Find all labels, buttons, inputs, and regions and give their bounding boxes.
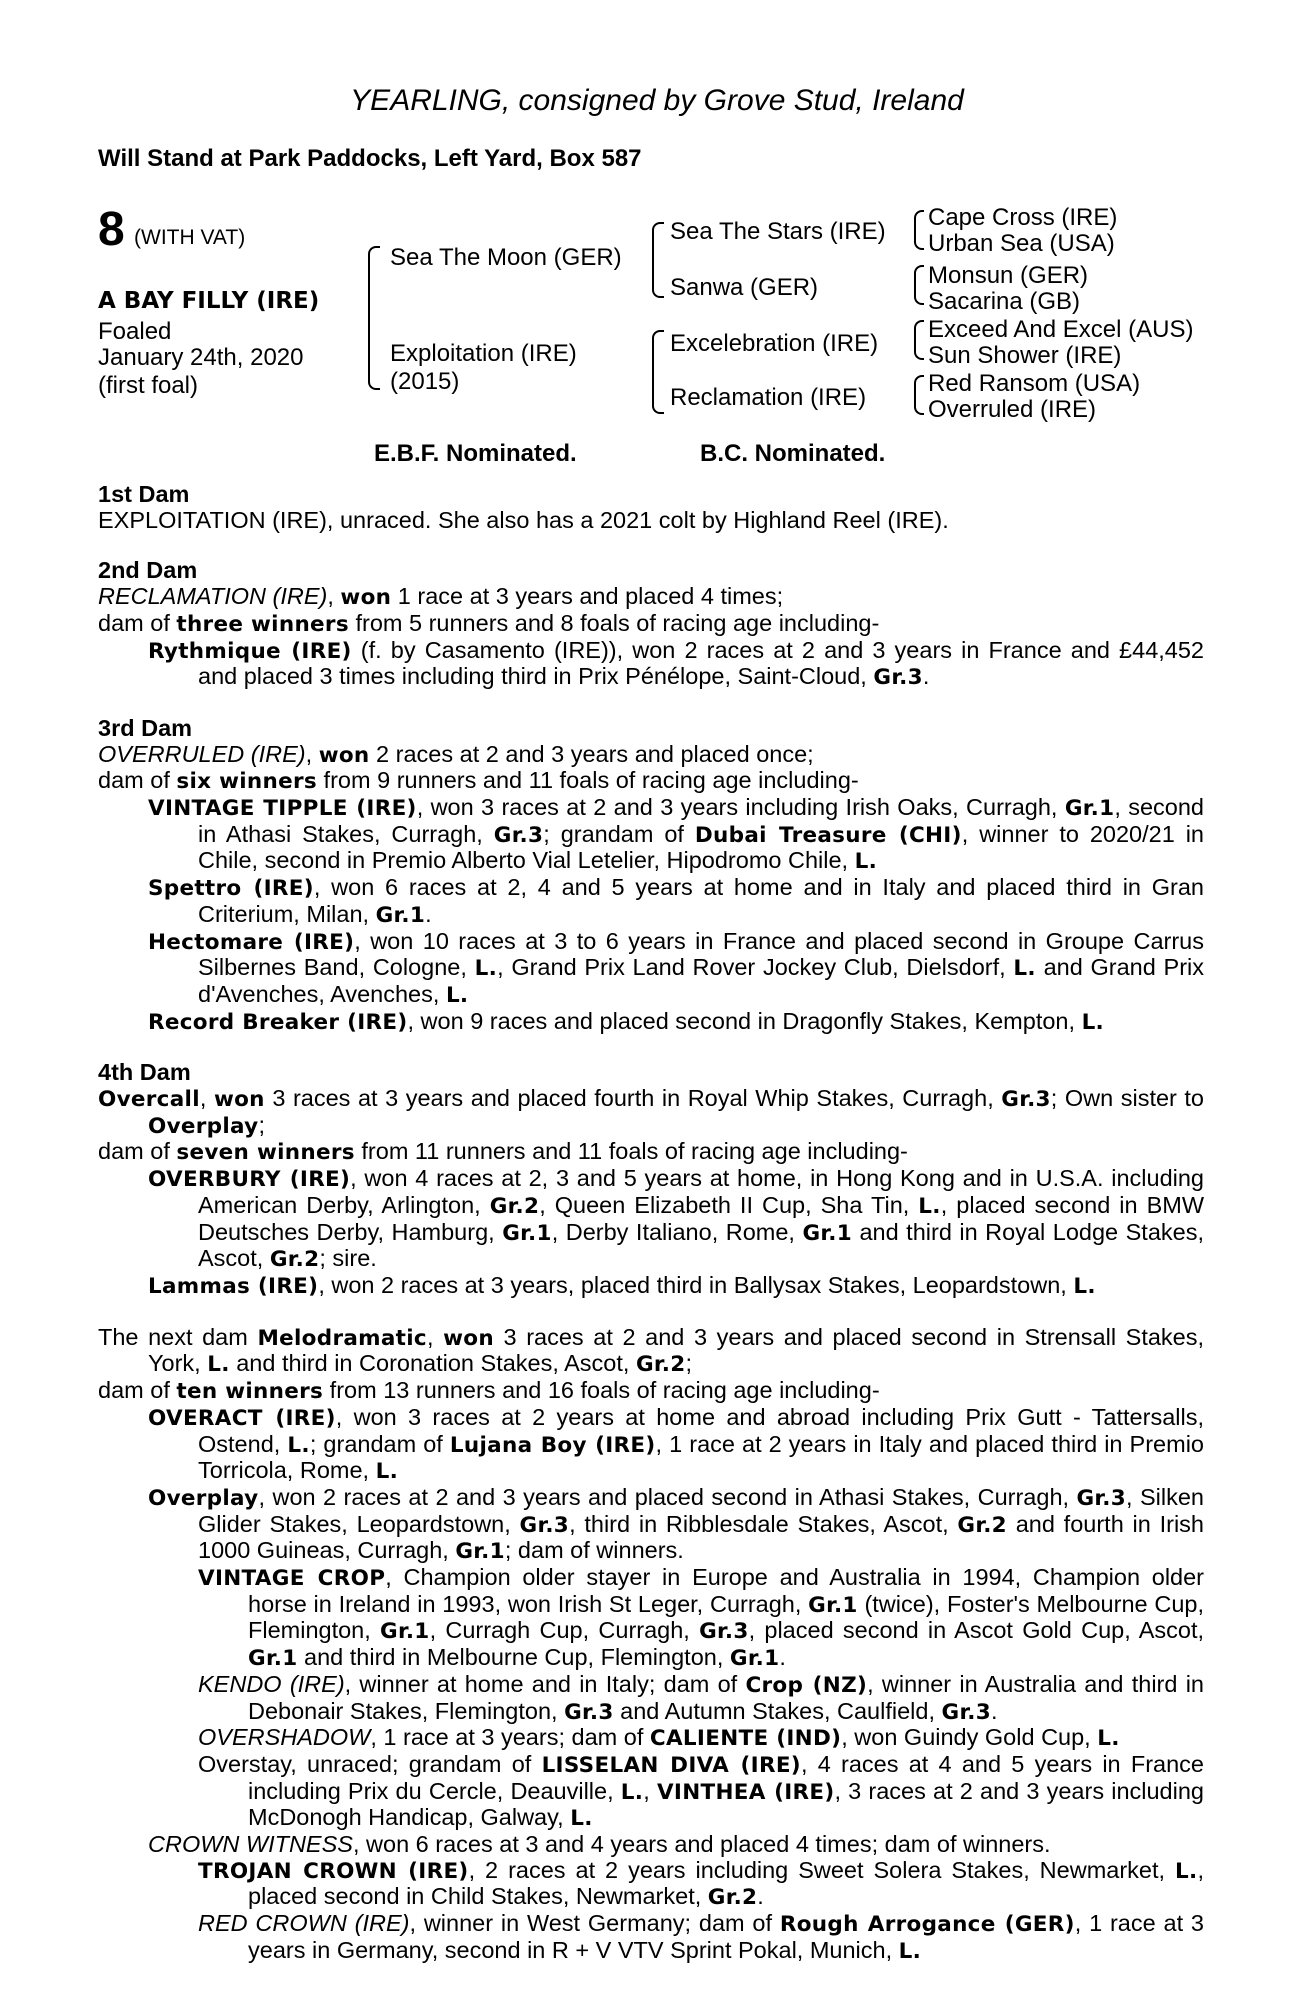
sire: Sea The Moon (GER) (390, 244, 622, 271)
next-dam-progeny-kendo: KENDO (IRE), winner at home and in Italy; dam of Crop (NZ), winner in Australia and third in Debonair Stakes, Flemington, Gr.3 and Autumn Stakes, Caulfield, Gr.3. (198, 1670, 1204, 1725)
pedigree-brace-sire (652, 222, 664, 298)
foal-note: (first foal) (98, 372, 199, 399)
dam2-line1: RECLAMATION (IRE), won 1 race at 3 years and placed 4 times; (98, 583, 784, 611)
grandparent-1: Cape Cross (IRE) (928, 204, 1118, 231)
dam4-progeny-lammas: Lammas (IRE), won 2 races at 3 years, placed third in Ballysax Stakes, Leopardstown, L. (148, 1271, 1096, 1299)
dam4-overcall: Overcall, won 3 races at 3 years and placed fourth in Royal Whip Stakes, Curragh, Gr.3; Own sister to Overplay; (98, 1085, 1205, 1139)
dam3-heading: 3rd Dam (98, 714, 193, 741)
next-dam-progeny-overplay: Overplay, won 2 races at 2 and 3 years and placed second in Athasi Stakes, Curragh, Gr.3, Silken Glider Stakes, Leopardstown, Gr.3, third in Ribblesdale Stakes, Ascot, Gr.2 and fourth in Irish 1000 Guineas, Curragh, Gr.1; dam of winners. (148, 1483, 1204, 1565)
grandparent-7: Red Ransom (USA) (928, 370, 1141, 397)
dam3-progeny-hectomare: Hectomare (IRE), won 10 races at 3 to 6 years in France and placed second in Groupe Carrus Silbernes Band, Cologne, L., Grand Prix Land Rover Jockey Club, Dielsdorf, L. and Grand Prix d'Avenches, Avenches, L. (148, 927, 1204, 1008)
grandparent-2: Urban Sea (USA) (928, 230, 1115, 257)
dam-dam: Reclamation (IRE) (670, 384, 867, 411)
bc-nomination: B.C. Nominated. (700, 440, 886, 467)
dam3-line1: OVERRULED (IRE), won 2 races at 2 and 3 years and placed once; (98, 740, 814, 768)
grandparent-6: Sun Shower (IRE) (928, 342, 1122, 369)
next-dam-progeny-trojan-crown: TROJAN CROWN (IRE), 2 races at 2 years including Sweet Solera Stakes, Newmarket, L., placed second in Child Stakes, Newmarket, Gr.2. (198, 1856, 1204, 1911)
pedigree-brace-g12 (914, 210, 924, 250)
grandparent-8: Overruled (IRE) (928, 396, 1097, 423)
dam2-progeny-rythmique: Rythmique (IRE) (f. by Casamento (IRE)), won 2 races at 2 and 3 years in France and £44,452 and placed 3 times including third in Prix Pénélope, Saint-Cloud, Gr.3. (148, 636, 1204, 691)
next-dam-progeny-red-crown: RED CROWN (IRE), winner in West Germany; dam of Rough Arrogance (GER), 1 race at 3 years in Germany, second in R + V VTV Sprint Pokal, Munich, L. (198, 1910, 1204, 1964)
foaled-date: January 24th, 2020 (98, 344, 304, 371)
pedigree-brace-g34 (914, 265, 924, 305)
pedigree-brace-g56 (914, 320, 924, 360)
dam1-text: EXPLOITATION (IRE), unraced. She also has a 2021 colt by Highland Reel (IRE). (98, 506, 949, 533)
dam1-heading: 1st Dam (98, 481, 190, 507)
dam3-progeny-record-breaker: Record Breaker (IRE), won 9 races and placed second in Dragonfly Stakes, Kempton, L. (148, 1007, 1105, 1035)
dam2-line2: dam of three winners from 5 runners and 8 foals of racing age including- (98, 609, 880, 637)
pedigree-brace-dam (652, 330, 664, 414)
page-title: YEARLING, consigned by Grove Stud, Ireland (350, 84, 964, 117)
next-dam-progeny-vintage-crop: VINTAGE CROP, Champion older stayer in Europe and Australia in 1994, Champion older horse in Ireland in 1993, won Irish St Leger, Curragh, Gr.1 (twice), Foster's Melbourne Cup, Flemington, Gr.1, Curragh Cup, Curragh, Gr.3, placed second in Ascot Gold Cup, Ascot, Gr.1 and third in Melbourne Cup, Flemington, Gr.1. (198, 1564, 1205, 1672)
stand-location: Will Stand at Park Paddocks, Left Yard, Box 587 (98, 145, 642, 172)
dam-sire: Excelebration (IRE) (670, 330, 879, 357)
next-dam-melodramatic: The next dam Melodramatic, won 3 races at 2 and 3 years and placed second in Strensall Stakes, York, L. and third in Coronation Stakes, Ascot, Gr.2; (98, 1323, 1205, 1378)
next-dam-progeny-crown-witness: CROWN WITNESS, won 6 races at 3 and 4 years and placed 4 times; dam of winners. (148, 1831, 1051, 1858)
foaled-label: Foaled (98, 318, 172, 345)
dam4-line2: dam of seven winners from 11 runners and 11 foals of racing age including- (98, 1138, 908, 1166)
dam3-progeny-vintage-tipple: VINTAGE TIPPLE (IRE), won 3 races at 2 and 3 years including Irish Oaks, Curragh, Gr.1, second in Athasi Stakes, Curragh, Gr.3; grandam of Dubai Treasure (CHI), winner to 2020/21 in Chile, second in Premio Alberto Vial Letelier, Hipodromo Chile, L. (148, 794, 1204, 875)
next-dam-progeny-overact: OVERACT (IRE), won 3 races at 2 years at home and abroad including Prix Gutt - Tattersalls, Ostend, L.; grandam of Lujana Boy (IRE), 1 race at 2 years in Italy and placed third in Premio Torricola, Rome, L. (148, 1403, 1204, 1485)
pedigree-brace-main (368, 246, 380, 390)
dam-year: (2015) (390, 368, 460, 395)
ebf-nomination: E.B.F. Nominated. (374, 440, 577, 467)
next-dam-line2: dam of ten winners from 13 runners and 16 foals of racing age including- (98, 1377, 880, 1405)
grandparent-5: Exceed And Excel (AUS) (928, 316, 1194, 343)
next-dam-progeny-overstay: Overstay, unraced; grandam of LISSELAN DIVA (IRE), 4 races at 4 and 5 years in France including Prix du Cercle, Deauville, L., VINTHEA (IRE), 3 races at 2 and 3 years including McDonogh Handicap, Galway, L. (198, 1750, 1204, 1832)
dam: Exploitation (IRE) (390, 340, 577, 367)
sire-dam: Sanwa (GER) (670, 274, 819, 301)
pedigree-brace-g78 (914, 375, 924, 415)
dam2-heading: 2nd Dam (98, 557, 198, 584)
horse-name: A BAY FILLY (IRE) (98, 288, 320, 314)
dam4-heading: 4th Dam (98, 1059, 191, 1086)
dam3-progeny-spettro: Spettro (IRE), won 6 races at 2, 4 and 5 years at home and in Italy and placed third in Gran Criterium, Milan, Gr.1. (148, 874, 1204, 928)
dam4-progeny-overbury: OVERBURY (IRE), won 4 races at 2, 3 and 5 years at home, in Hong Kong and in U.S.A. including American Derby, Arlington, Gr.2, Queen Elizabeth II Cup, Sha Tin, L., placed second in BMW Deutsches Derby, Hamburg, Gr.1, Derby Italiano, Rome, Gr.1 and third in Royal Lodge Stakes, Ascot, Gr.2; sire. (148, 1165, 1205, 1273)
grandparent-4: Sacarina (GB) (928, 288, 1081, 315)
sire-sire: Sea The Stars (IRE) (670, 218, 886, 245)
vat-note: (WITH VAT) (134, 226, 246, 249)
dam3-line2: dam of six winners from 9 runners and 11 foals of racing age including- (98, 767, 859, 795)
lot-number: 8 (98, 203, 125, 256)
catalogue-text (98, 482, 1204, 1965)
next-dam-progeny-overshadow: OVERSHADOW, 1 race at 3 years; dam of CALIENTE (IND), won Guindy Gold Cup, L. (198, 1724, 1120, 1752)
grandparent-3: Monsun (GER) (928, 262, 1089, 289)
